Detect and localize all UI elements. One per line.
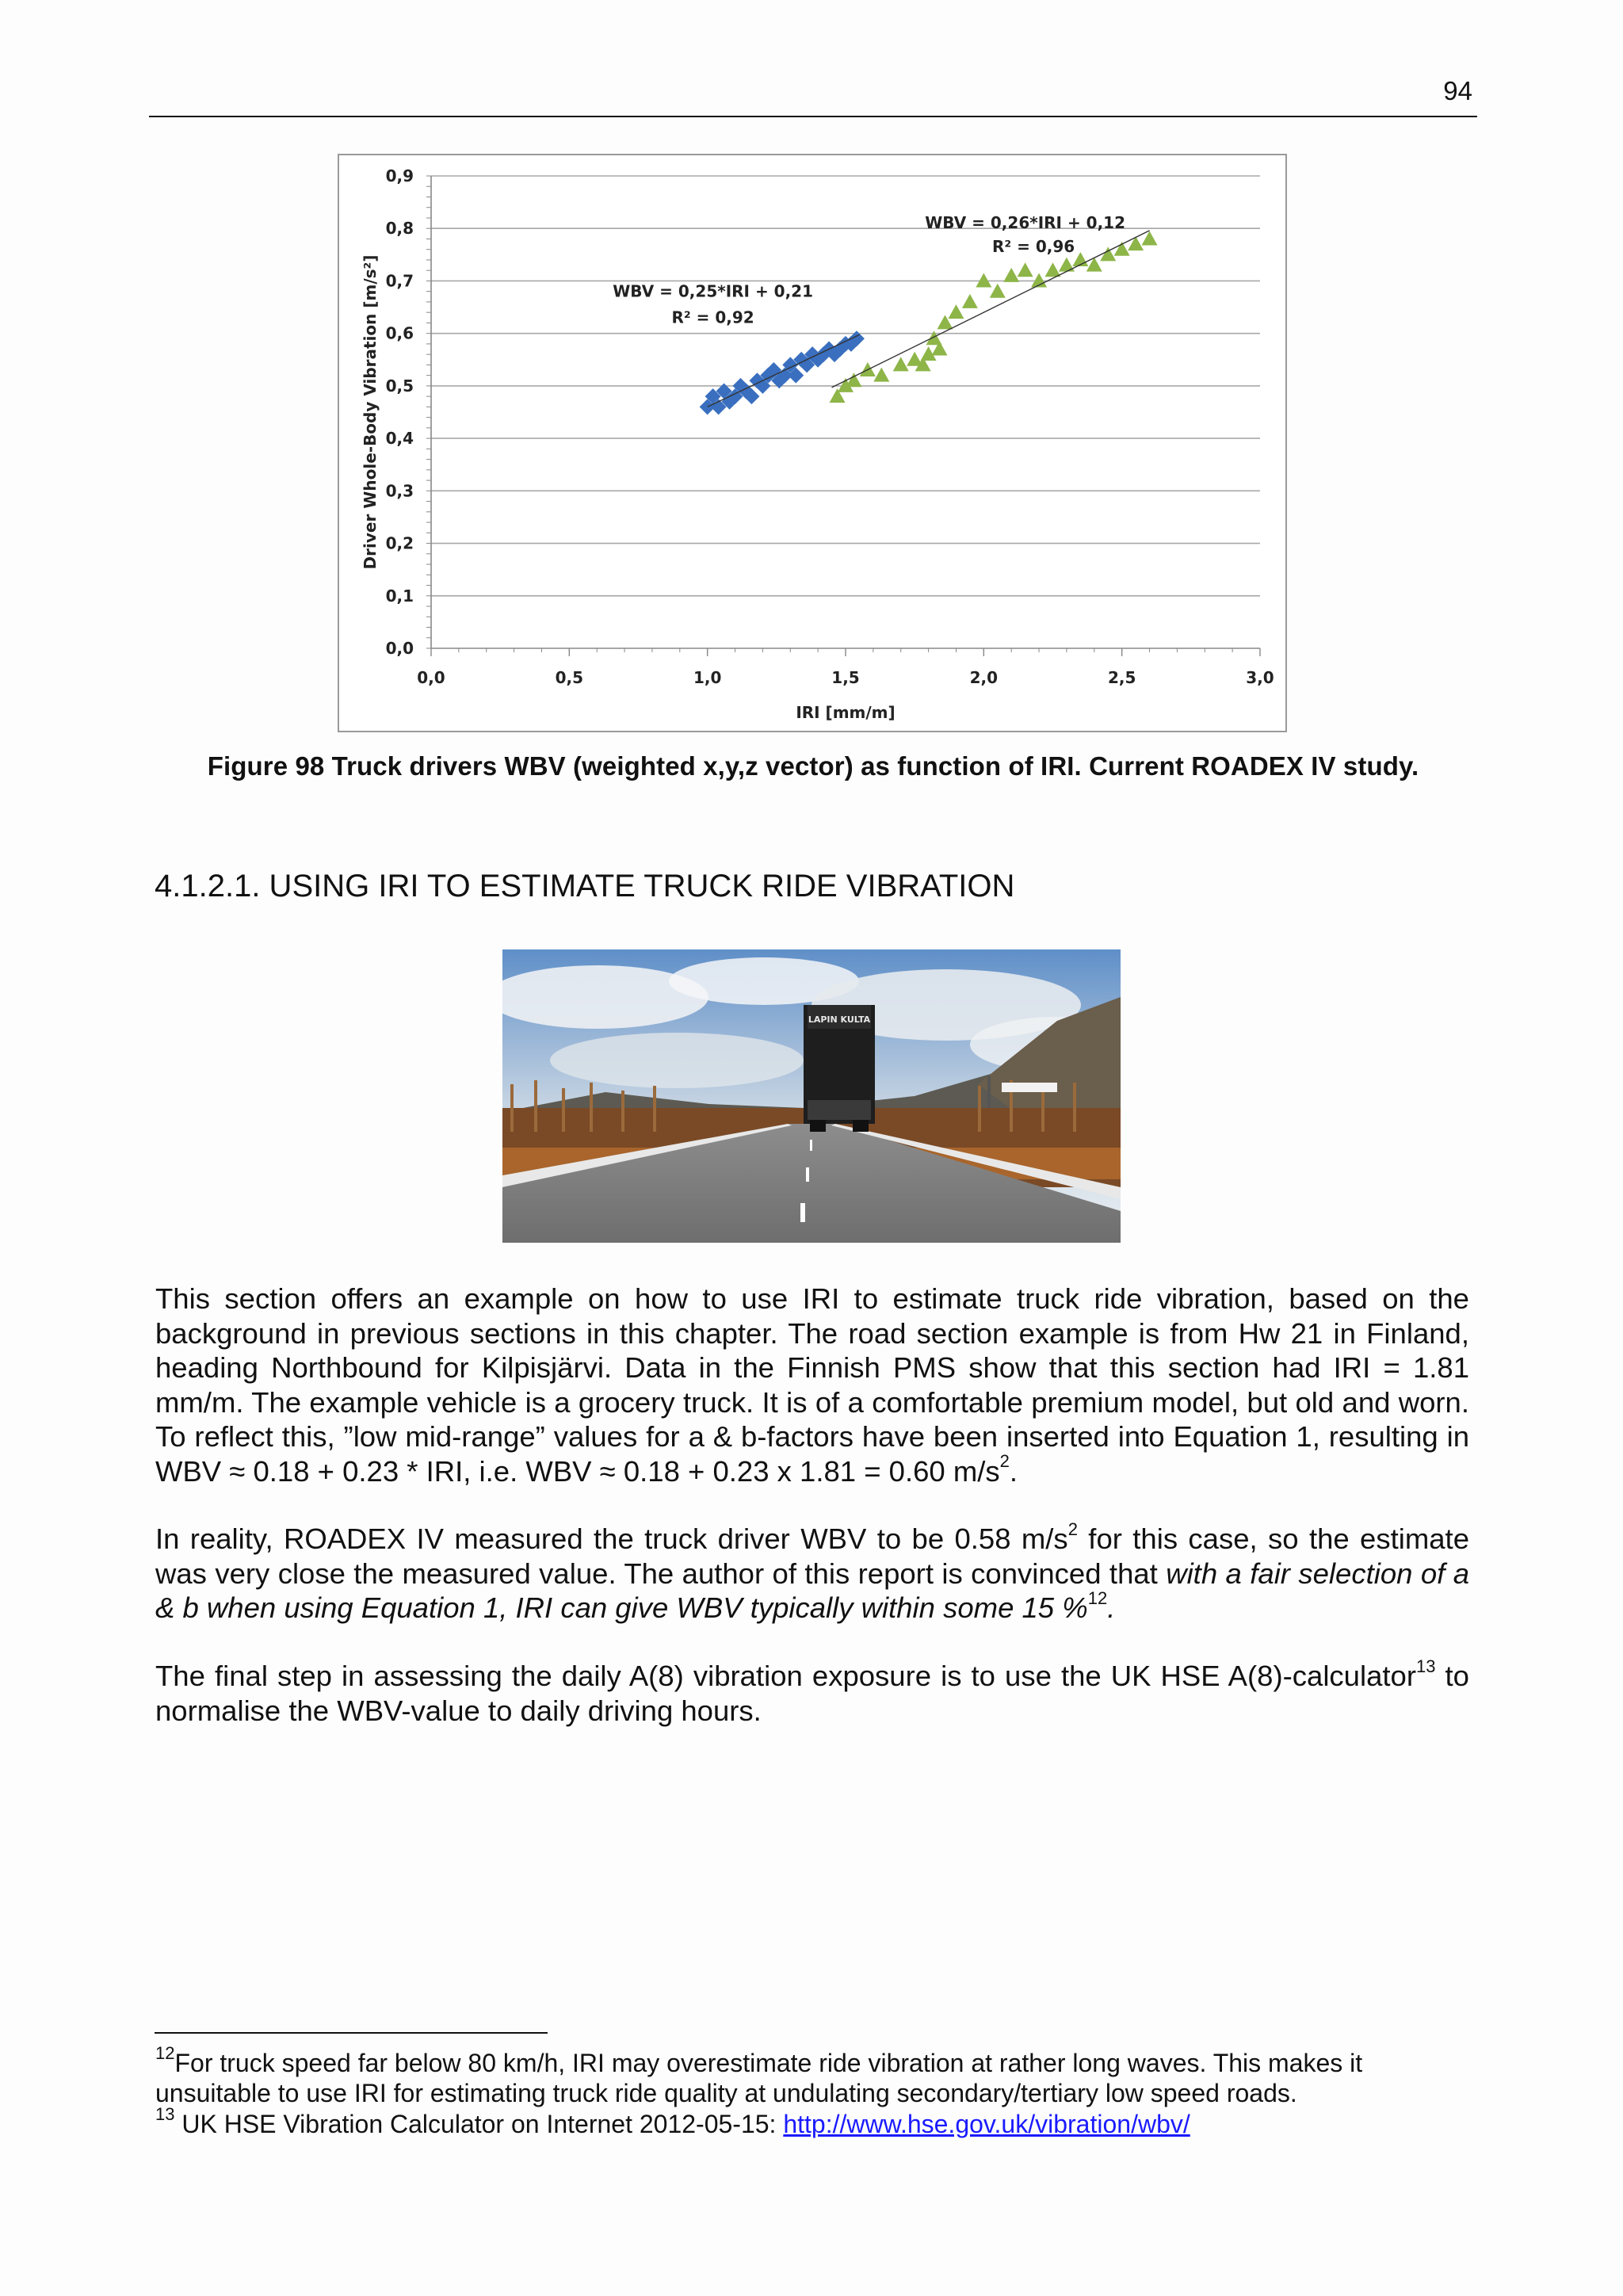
x-tick-label: 1,0: [693, 668, 722, 687]
x-tick-label: 3,0: [1246, 668, 1274, 687]
x-tick-label: 0,0: [417, 668, 445, 687]
data-point-series-2: [893, 357, 909, 371]
footnote-13: [155, 2104, 1471, 2139]
y-tick-label: 0,1: [385, 586, 414, 606]
page-number: 94: [1443, 76, 1472, 105]
y-tick-label: 0,5: [385, 376, 414, 395]
y-tick-label: 0,6: [385, 323, 414, 343]
paragraph-1: [155, 1282, 1469, 1488]
data-point-series-2: [1003, 268, 1019, 282]
data-point-series-2: [873, 368, 889, 382]
y-tick-label: 0,0: [385, 639, 414, 658]
superscript-m-s2: 2: [1067, 1519, 1078, 1539]
data-point-series-2: [948, 304, 964, 319]
paragraph-3: [155, 1656, 1469, 1728]
truck-photo-illustration: [502, 949, 1121, 1243]
paragraph-2-text-a: In reality, ROADEX IV measured the truck driver WBV to be 0.58 m/s: [155, 1522, 1068, 1555]
data-point-series-2: [1059, 258, 1075, 272]
trendline-series-2: [832, 231, 1150, 388]
data-point-series-2: [1128, 236, 1144, 250]
footnote-13-text: UK HSE Vibration Calculator on Internet 2012-05-15:: [174, 2110, 784, 2138]
footnote-ref-13[interactable]: 13: [1415, 1656, 1436, 1676]
trend-equation-series-1: WBV = 0,25*IRI + 0,21: [613, 281, 814, 301]
section-heading: 4.1.2.1. USING IRI TO ESTIMATE TRUCK RIDE VIBRATION: [155, 869, 1015, 904]
paragraph-2-end: .: [1107, 1591, 1116, 1624]
y-tick-label: 0,3: [385, 481, 414, 501]
paragraph-2-text-b: for this case, so the estimate was very close the measured value. The author of this report is convinced that: [155, 1522, 1470, 1590]
paragraph-1-end: .: [1009, 1454, 1018, 1488]
data-point-series-2: [990, 284, 1006, 298]
paragraph-2: [155, 1519, 1470, 1626]
superscript-m-s2: 2: [999, 1451, 1010, 1472]
y-tick-label: 0,4: [385, 429, 414, 449]
x-tick-label: 1,5: [831, 668, 860, 687]
footnote-12-text: For truck speed far below 80 km/h, IRI may overestimate ride vibration at rather long waves. This makes it unsuitable to use IRI for estimating truck ride quality at undulating secondary/tertiary low speed roads.: [155, 2049, 1363, 2107]
wbv-iri-chart: [338, 154, 1287, 732]
data-point-series-2: [1018, 262, 1033, 277]
header-rule: [149, 116, 1477, 117]
footnote-12: [155, 2043, 1471, 2108]
paragraph-3-text-a: The final step in assessing the daily A(8) vibration exposure is to use the UK HSE A(8)-calculator: [155, 1660, 1416, 1692]
paragraph-1-text: This section offers an example on how to use IRI to estimate truck ride vibration, based on the background in previous sections in this chapter. The road section example is from Hw 21 in Finland, heading Northbound for Kilpisjärvi. Data in the Finnish PMS show that this section had IRI = 1.81 mm/m. The example vehicle is a grocery truck. It is of a comfortable premium model, but old and worn. To reflect this, ”low mid-range” values for a & b-factors have been inserted into Equation 1, resulting in WBV ≈ 0.18 + 0.23 * IRI, i.e. WBV ≈ 0.18 + 0.23 x 1.81 = 0.60 m/s: [155, 1282, 1469, 1488]
y-tick-label: 0,9: [385, 166, 414, 185]
y-tick-label: 0,8: [385, 219, 414, 239]
footnote-13-mark: 13: [155, 2104, 175, 2125]
truck-road-photo: [502, 949, 1121, 1243]
data-point-series-2: [1086, 258, 1102, 272]
chart-svg: [339, 155, 1285, 731]
y-tick-label: 0,2: [385, 533, 414, 553]
footnote-rule: [155, 2032, 548, 2034]
x-tick-label: 2,5: [1107, 668, 1136, 687]
hse-calculator-link[interactable]: http://www.hse.gov.uk/vibration/wbv/: [783, 2110, 1190, 2138]
paragraph-2-italic: with a fair selection of a & b when using Equation 1, IRI can give WBV typically within some 15 %: [155, 1557, 1469, 1624]
r-squared-series-1: R² = 0,92: [671, 308, 754, 327]
truck-sign-text: LAPIN KULTA: [808, 1014, 871, 1025]
trend-equation-series-2: WBV = 0,26*IRI + 0,12: [925, 213, 1126, 233]
x-axis-title: IRI [mm/m]: [796, 703, 896, 722]
footnote-12-mark: 12: [155, 2043, 175, 2064]
data-point-series-2: [976, 273, 991, 287]
y-tick-label: 0,7: [385, 271, 414, 291]
footnote-ref-12[interactable]: 12: [1087, 1587, 1108, 1608]
x-tick-label: 0,5: [555, 668, 584, 687]
y-axis-title: Driver Whole-Body Vibration [m/s²]: [361, 254, 380, 570]
data-point-series-2: [962, 294, 978, 308]
data-point-series-2: [1045, 262, 1061, 277]
x-tick-label: 2,0: [969, 668, 999, 687]
paragraph-3-text-b: to normalise the WBV-value to daily driving hours.: [155, 1660, 1469, 1727]
figure-caption: Figure 98 Truck drivers WBV (weighted x,y,z vector) as function of IRI. Current ROADEX IV study.: [207, 751, 1419, 781]
r-squared-series-2: R² = 0,96: [991, 237, 1075, 257]
